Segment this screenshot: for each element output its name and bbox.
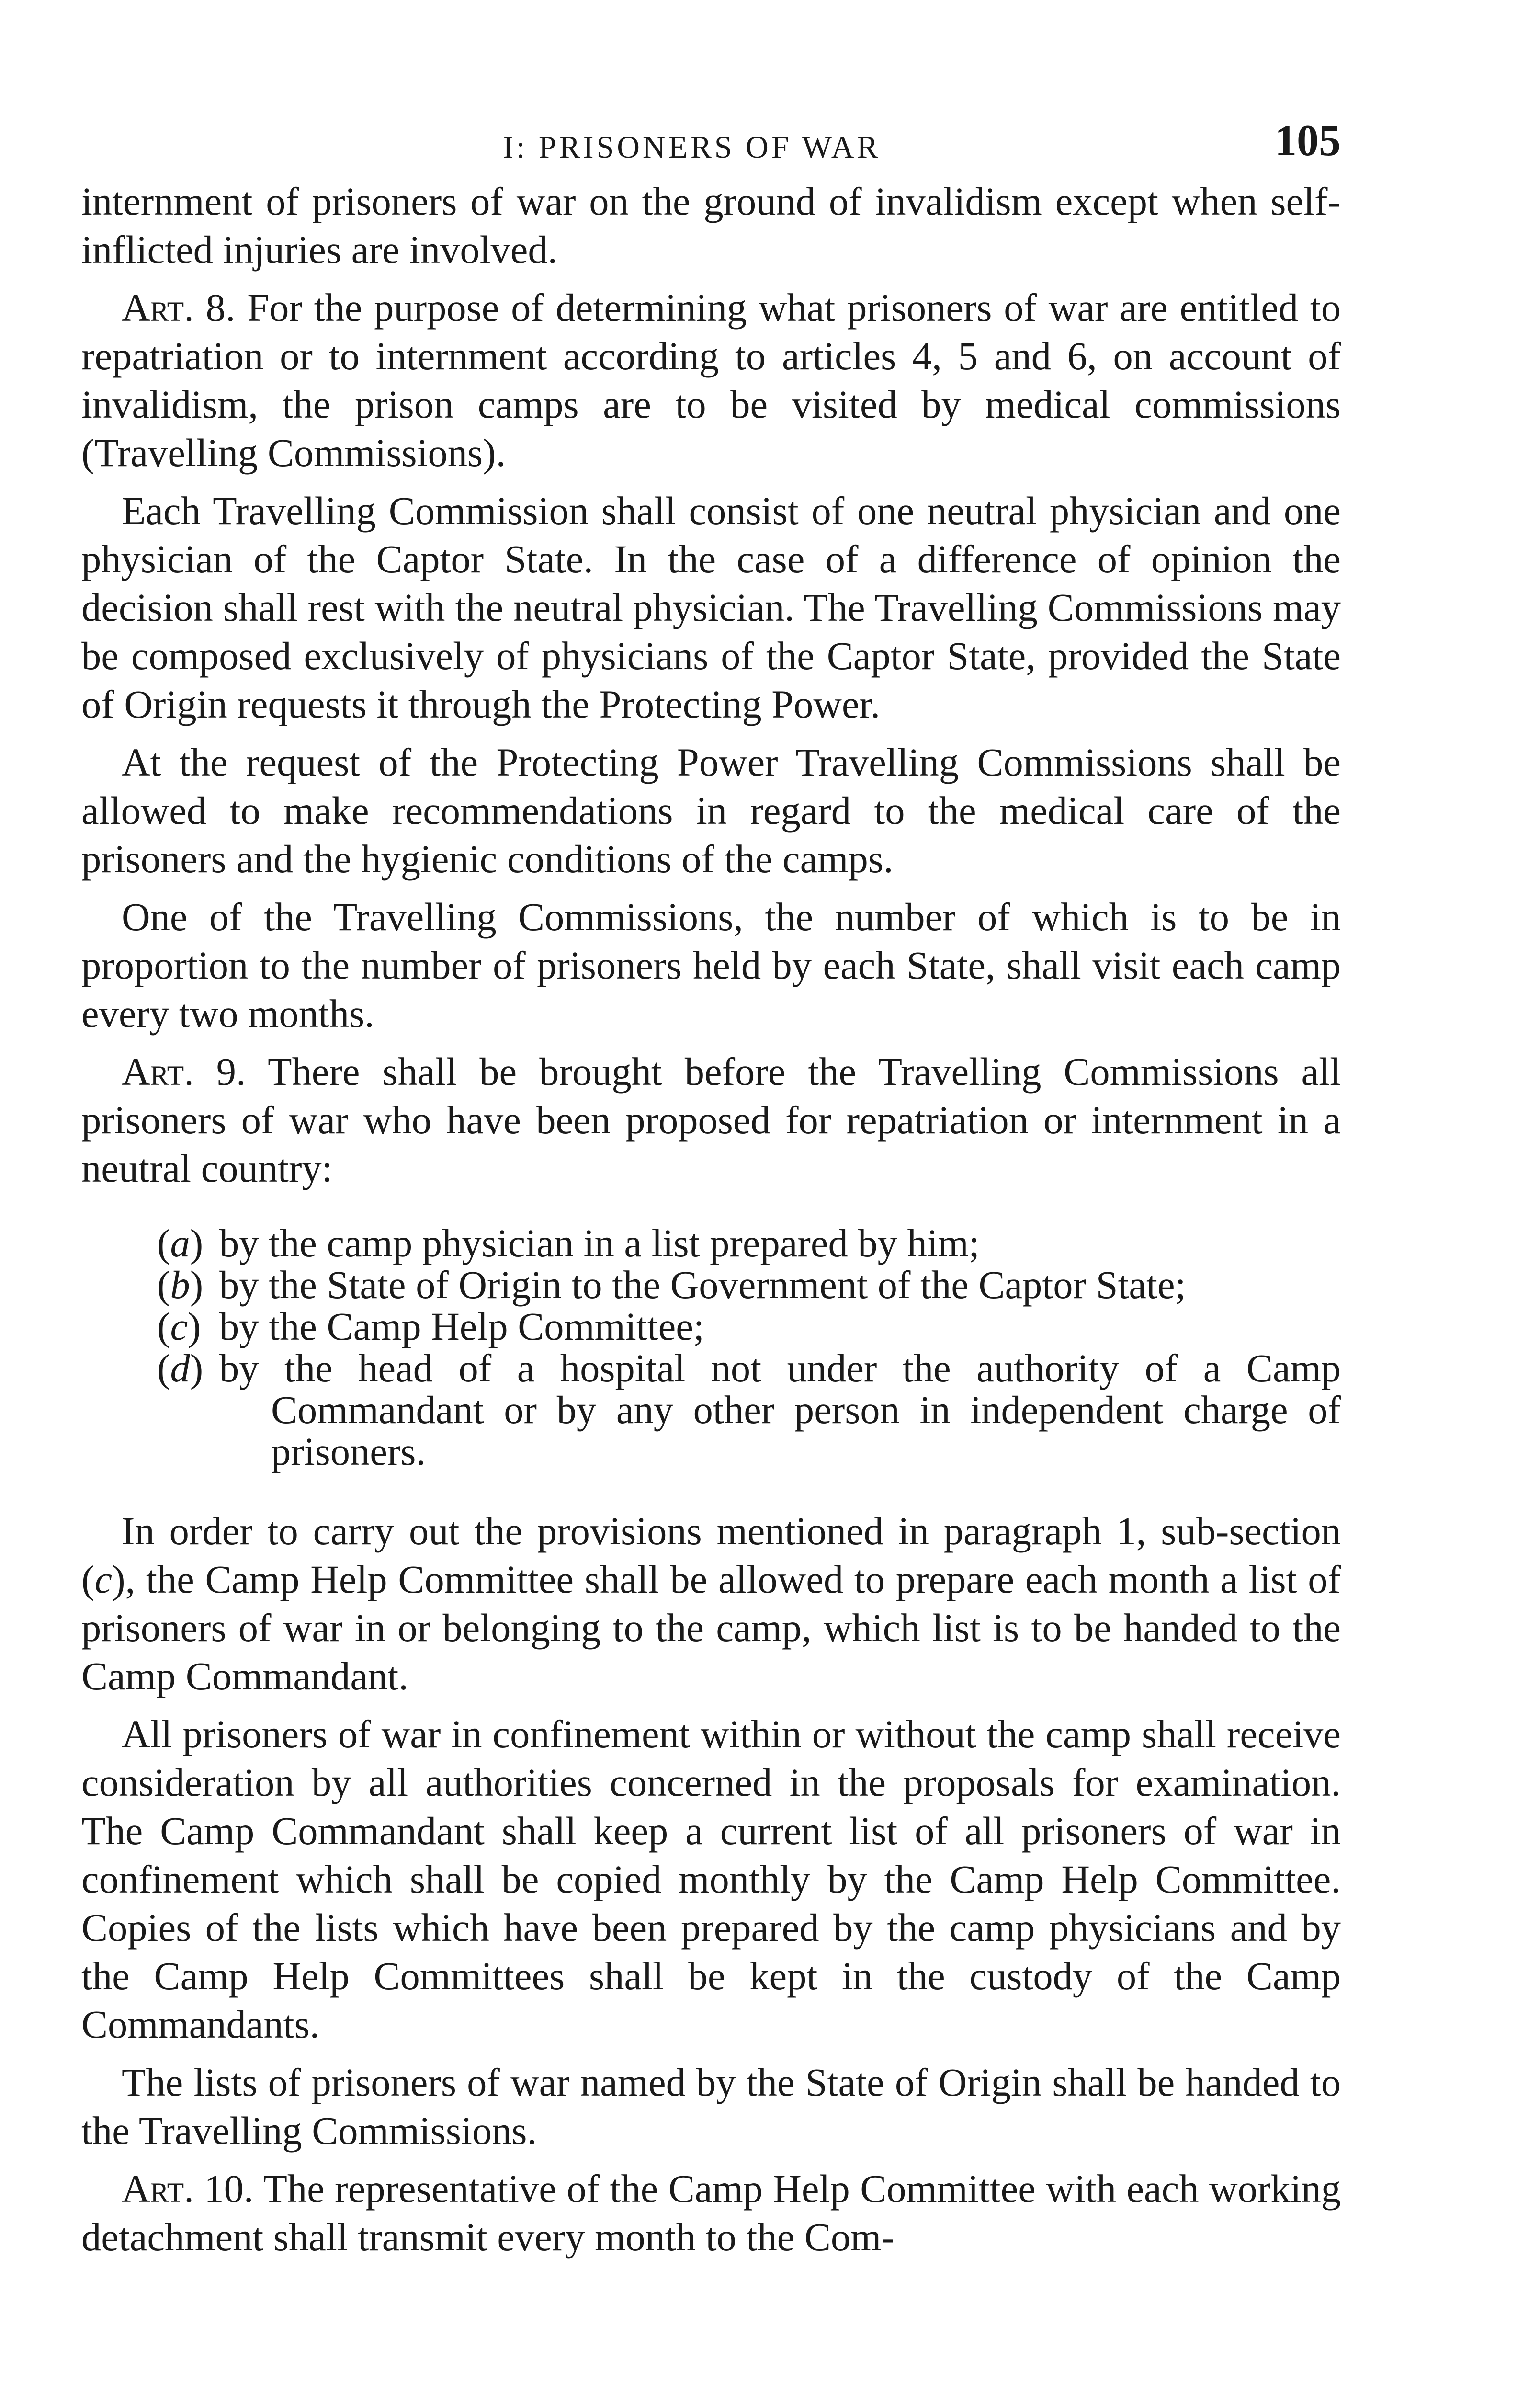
list-item	[81, 1222, 1341, 1264]
running-head	[81, 115, 1341, 177]
article-10-paragraph	[81, 2165, 1341, 2261]
article-9-label: Art. 9.	[122, 1049, 246, 1094]
list-item-text: by the camp physician in a list prepared by him;	[219, 1221, 980, 1265]
book-page	[81, 115, 1341, 2271]
list-marker: (c)	[157, 1304, 201, 1348]
recommendations-paragraph: At the request of the Protecting Power Travelling Commissions shall be allowed to make recommendations in regard to the medical care of the prisoners and the hygienic conditions of the camps.	[81, 740, 1341, 881]
list-marker: (d)	[157, 1346, 204, 1390]
list-marker: (b)	[157, 1263, 204, 1307]
paragraph-continued: internment of prisoners of war on the ground of invalidism except when self-inflicted injuries are involved.	[81, 179, 1341, 272]
running-title: I: PRISONERS OF WAR	[503, 130, 881, 165]
article-10-label: Art. 10.	[122, 2167, 254, 2211]
page-number: 105	[1275, 116, 1341, 165]
state-of-origin-lists-paragraph: The lists of prisoners of war named by the State of Origin shall be handed to the Travelling Commissions.	[81, 2060, 1341, 2153]
body-text	[81, 177, 1341, 2261]
list-item	[81, 1306, 1341, 1347]
list-item-text: by the head of a hospital not under the authority of a Camp Commandant or by any other person in independent charge of prisoners.	[219, 1346, 1341, 1473]
article-8-paragraph	[81, 284, 1341, 477]
article-8-label: Art. 8.	[122, 285, 236, 330]
proposal-list	[81, 1222, 1341, 1472]
camp-help-committee-paragraph: In order to carry out the provisions mentioned in paragraph 1, sub-section (c), the Camp Help Committee shall be allowed to prepare each month a list of prisoners of war in or belonging to the camp, which list is to be handed to the Camp Commandant.	[81, 1509, 1341, 1698]
list-item	[81, 1347, 1341, 1472]
article-9-text: There shall be brought before the Travelling Commissions all prisoners of war who have been proposed for repatriation or internment in a neutral country:	[81, 1049, 1341, 1190]
confinement-paragraph: All prisoners of war in confinement within or without the camp shall receive consideration by all authorities concerned in the proposals for examination. The Camp Commandant shall keep a current list of all prisoners of war in confinement which shall be copied monthly by the Camp Help Committee. Copies of the lists which have been prepared by the camp physicians and by the Camp Help Committees shall be kept in the custody of the Camp Commandants.	[81, 1712, 1341, 2046]
commission-composition-paragraph: Each Travelling Commission shall consist of one neutral physician and one physician of the Captor State. In the case of a difference of opinion the decision shall rest with the neutral physician. The Travelling Commissions may be composed exclusively of physicians of the Captor State, provided the State of Origin requests it through the Protecting Power.	[81, 489, 1341, 726]
list-item-text: by the State of Origin to the Government of the Captor State;	[219, 1263, 1186, 1307]
article-10-text: The representative of the Camp Help Committee with each working detachment shall transmit every month to the Com-	[81, 2167, 1341, 2259]
visit-frequency-paragraph: One of the Travelling Commissions, the number of which is to be in proportion to the number of prisoners held by each State, shall visit each camp every two months.	[81, 895, 1341, 1036]
list-item-text: by the Camp Help Committee;	[219, 1304, 704, 1348]
list-item	[81, 1264, 1341, 1306]
article-9-paragraph	[81, 1048, 1341, 1193]
list-marker: (a)	[157, 1221, 204, 1265]
article-8-text: For the purpose of determining what prisoners of war are entitled to repatriation or to internment according to articles 4, 5 and 6, on account of invalidism, the prison camps are to be visited by medical commissions (Travelling Commissions).	[81, 285, 1341, 475]
